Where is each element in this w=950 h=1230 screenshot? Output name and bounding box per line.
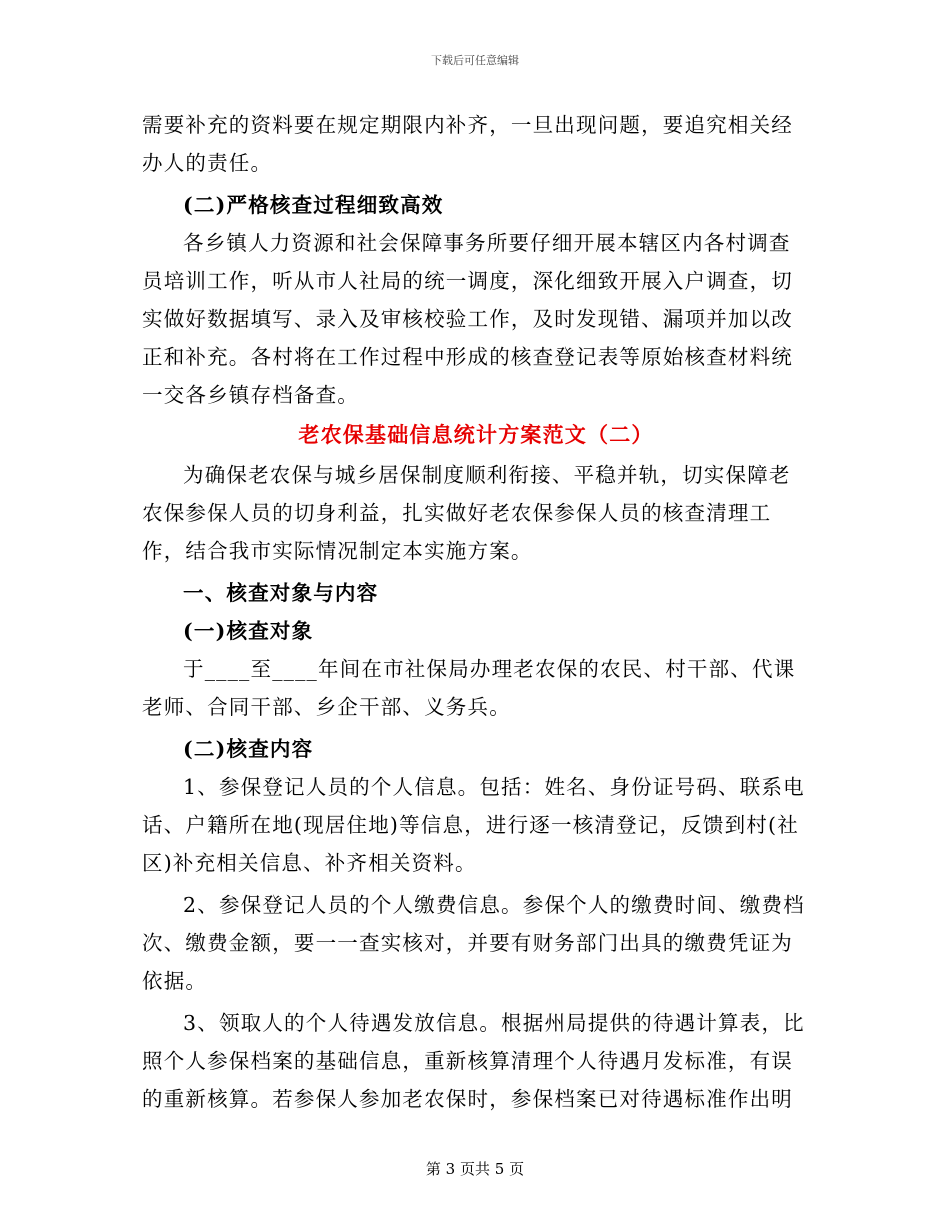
paragraph-7: 3、领取人的个人待遇发放信息。根据州局提供的待遇计算表，比照个人参保档案的基础信息，重新核算清理个人待遇月发标准，有误的重新核算。若参保人参加老农保时，参保档案已对待遇标准作出明	[142, 1011, 805, 1111]
subheading-core-content: (二)核查内容	[183, 737, 314, 761]
page-header: 下载后可任意编辑	[431, 54, 519, 67]
heading-core-objects-content: 一、核查对象与内容	[183, 581, 379, 605]
document-title: 老农保基础信息统计方案范文（二）	[298, 422, 654, 447]
document-body	[142, 106, 810, 1118]
section-heading-2: (二)严格核查过程细致高效	[183, 193, 444, 217]
paragraph-1: 需要补充的资料要在规定期限内补齐，一旦出现问题，要追究相关经办人的责任。	[142, 113, 793, 175]
subheading-core-objects: (一)核查对象	[183, 619, 314, 643]
paragraph-3: 为确保老农保与城乡居保制度顺利衔接、平稳并轨，切实保障老农保参保人员的切身利益，扎实做好老农保参保人员的核查清理工作，结合我市实际情况制定本实施方案。	[142, 463, 791, 563]
paragraph-2: 各乡镇人力资源和社会保障事务所要仔细开展本辖区内各村调查员培训工作，听从市人社局的统一调度，深化细致开展入户调查，切实做好数据填写、录入及审核校验工作，及时发现错、漏项并加以改正和补充。各村将在工作过程中形成的核查登记表等原始核查材料统一交各乡镇存档备查。	[142, 231, 793, 407]
page-footer: 第 3 页共 5 页	[425, 1160, 525, 1178]
paragraph-4: 于____至____年间在市社保局办理老农保的农民、村干部、代课老师、合同干部、乡企干部、义务兵。	[142, 657, 796, 719]
paragraph-5: 1、参保登记人员的个人信息。包括：姓名、身份证号码、联系电话、户籍所在地(现居住地)等信息，进行逐一核清登记，反馈到村(社区)补充相关信息、补齐相关资料。	[142, 775, 805, 875]
paragraph-6: 2、参保登记人员的个人缴费信息。参保个人的缴费时间、缴费档次、缴费金额，要一一查实核对，并要有财务部门出具的缴费凭证为依据。	[142, 893, 805, 993]
